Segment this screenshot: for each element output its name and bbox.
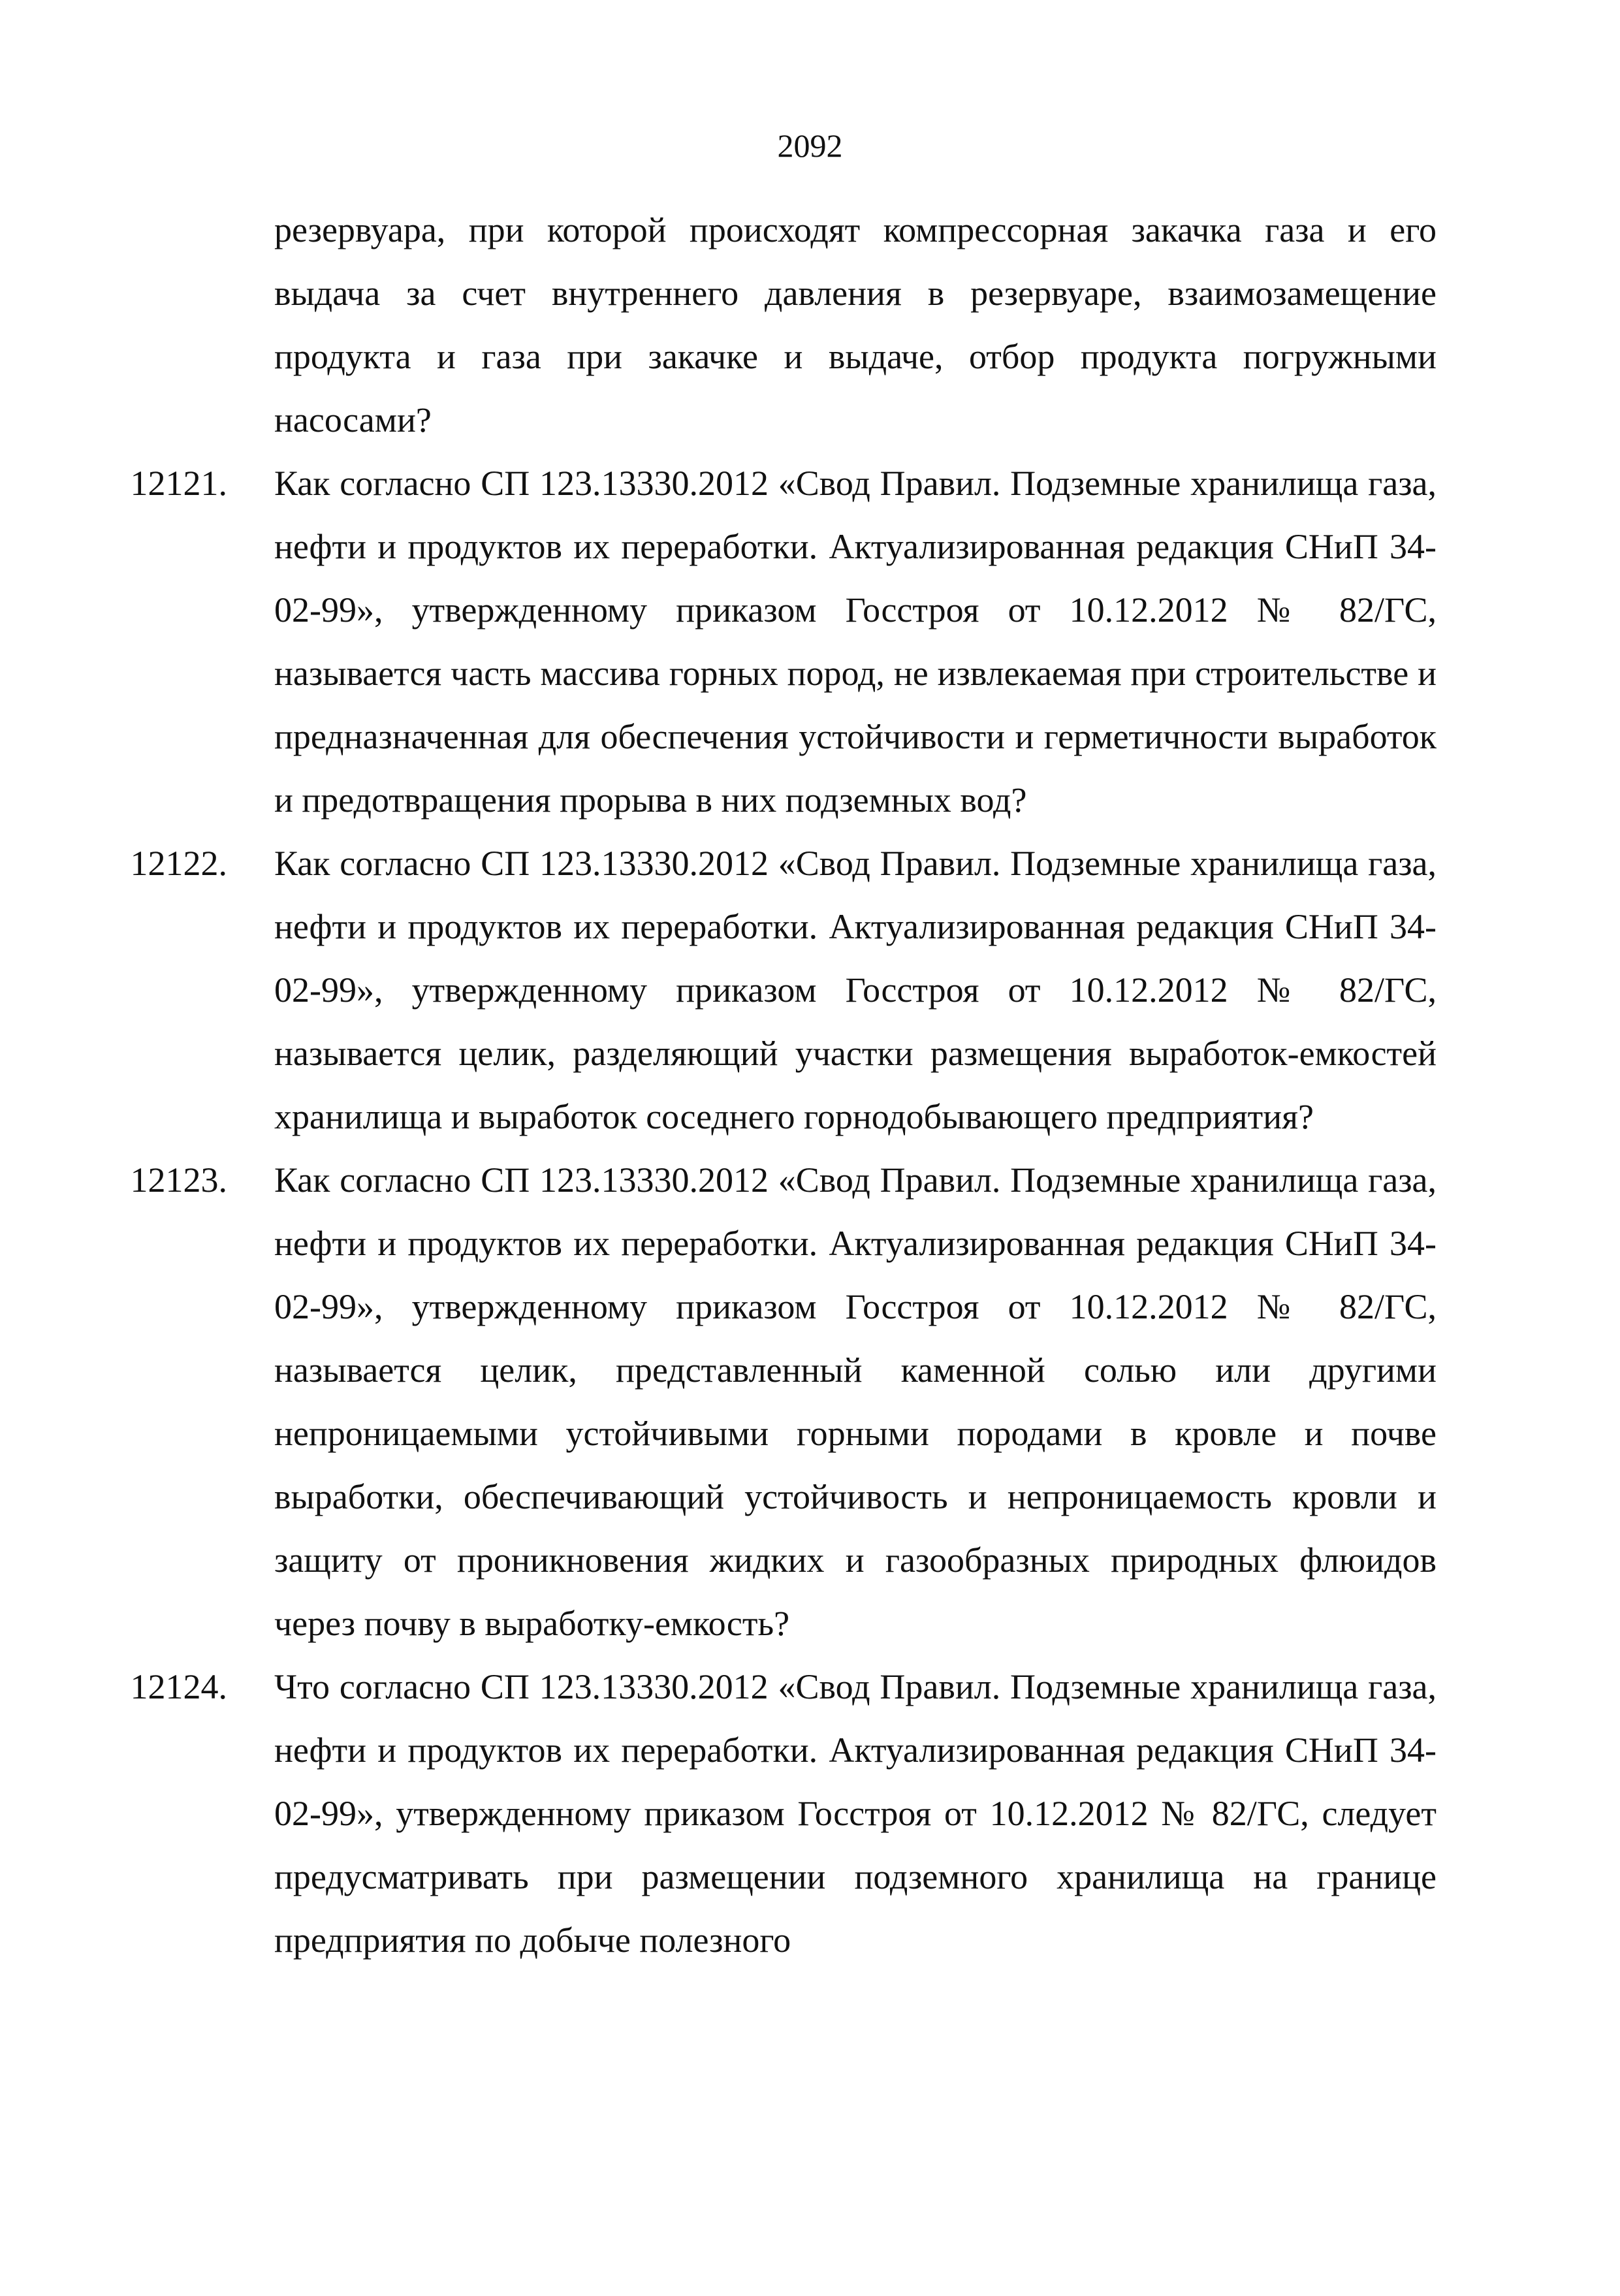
question-item-12122 <box>130 832 1437 1149</box>
continuation-text: резервуара, при которой происходят компрессорная закачка газа и его выдача за счет внутреннего давления в резервуаре, взаимозамещение продукта и газа при закачке и выдаче, отбор продукта погружными насосами? <box>274 210 1437 439</box>
question-item-12121 <box>130 452 1437 832</box>
question-text: Как согласно СП 123.13330.2012 «Свод Правил. Подземные хранилища газа, нефти и продуктов их переработки. Актуализированная редакция СНиП 34-02-99», утвержденному приказом Госстроя от 10.12.2012 № 82/ГС, называется часть массива горных пород, не извлекаемая при строительстве и предназначенная для обеспечения устойчивости и герметичности выработок и предотвращения прорыва в них подземных вод? <box>274 464 1437 820</box>
page-number: 2092 <box>777 127 843 164</box>
question-item-12123 <box>130 1149 1437 1655</box>
question-text: Как согласно СП 123.13330.2012 «Свод Правил. Подземные хранилища газа, нефти и продуктов их переработки. Актуализированная редакция СНиП 34-02-99», утвержденному приказом Госстроя от 10.12.2012 № 82/ГС, называется целик, представленный каменной солью или другими непроницаемыми устойчивыми горными породами в кровле и почве выработки, обеспечивающий устойчивость и непроницаемость кровли и защиту от проникновения жидких и газообразных природных флюидов через почву в выработку-емкость? <box>274 1160 1437 1643</box>
question-text: Что согласно СП 123.13330.2012 «Свод Правил. Подземные хранилища газа, нефти и продуктов их переработки. Актуализированная редакция СНиП 34-02-99», утвержденному приказом Госстроя от 10.12.2012 № 82/ГС, следует предусматривать при размещении подземного хранилища на границе предприятия по добыче полезного <box>274 1667 1437 1960</box>
question-number: 12121. <box>130 464 227 503</box>
question-item-12124 <box>130 1655 1437 1972</box>
question-number: 12123. <box>130 1160 227 1200</box>
question-list <box>130 452 1437 1972</box>
question-number: 12124. <box>130 1667 227 1706</box>
question-number: 12122. <box>130 844 227 883</box>
continuation-paragraph <box>274 199 1437 452</box>
question-text: Как согласно СП 123.13330.2012 «Свод Правил. Подземные хранилища газа, нефти и продуктов их переработки. Актуализированная редакция СНиП 34-02-99», утвержденному приказом Госстроя от 10.12.2012 № 82/ГС, называется целик, разделяющий участки размещения выработок-емкостей хранилища и выработок соседнего горнодобывающего предприятия? <box>274 844 1437 1136</box>
